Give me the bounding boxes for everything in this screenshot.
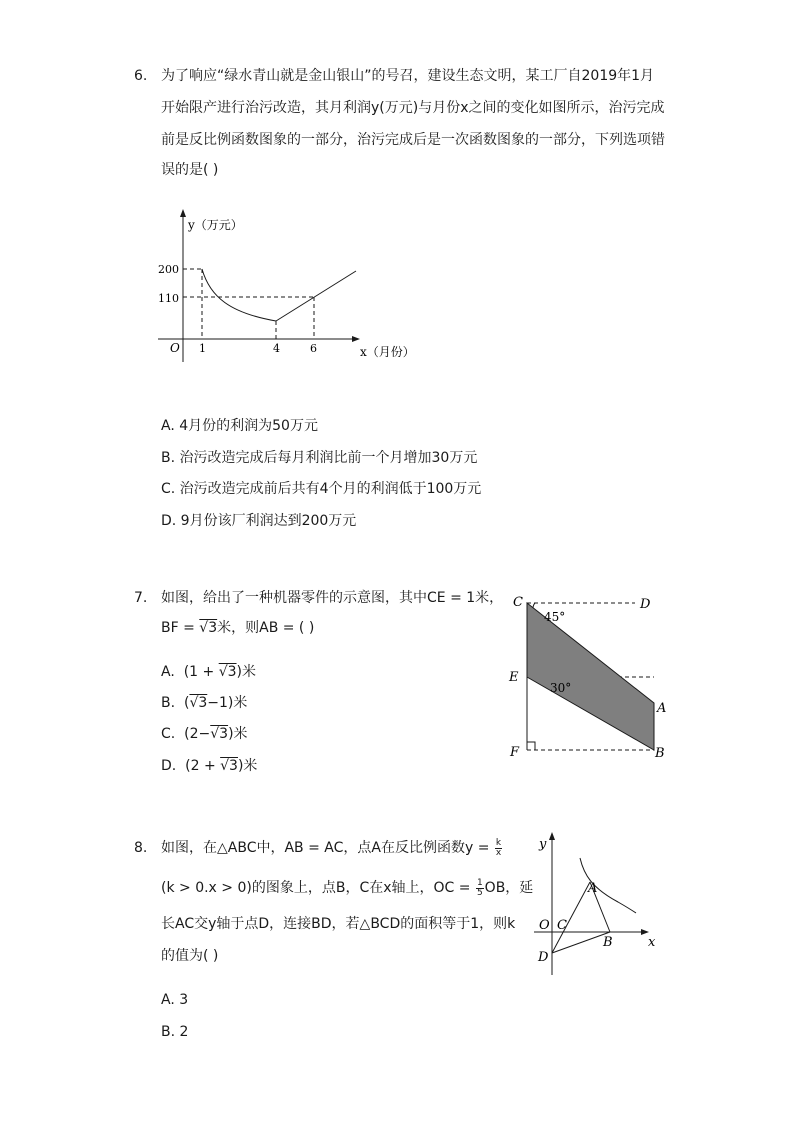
q7-line-1: 如图，给出了一种机器零件的示意图，其中CE = 1米， <box>161 590 504 606</box>
q7-opt-c-pre: (2− <box>184 726 211 742</box>
label-y: y <box>539 837 547 852</box>
y-axis-arrow <box>549 832 555 840</box>
label-d: D <box>640 597 651 612</box>
q7-opt-b-post: −1)米 <box>207 695 248 711</box>
q8-line-2-b: OB，延 <box>484 880 534 896</box>
q8-figure <box>530 830 670 980</box>
q7-opt-b-pre: ( <box>183 695 190 711</box>
frac-1: 1 <box>476 877 483 888</box>
q7-opt-d-post: )米 <box>237 758 258 774</box>
y-axis-arrow <box>180 209 186 217</box>
frac-5: 5 <box>476 887 483 898</box>
frac-x: x <box>495 847 502 858</box>
label-e: E <box>509 670 519 685</box>
q8-line-1 <box>161 838 503 858</box>
q6-option-d[interactable]: D. 9月份该厂利润达到200万元 <box>161 513 357 529</box>
x-tick-4: 4 <box>273 342 280 355</box>
inverse-curve <box>202 269 276 321</box>
q7-opt-c-label: C. <box>161 726 176 742</box>
x-axis-arrow <box>352 336 360 342</box>
q7-option-c[interactable] <box>161 724 248 744</box>
q8-line-2-a: (k > 0.x > 0)的图象上，点B，C在x轴上，OC = <box>161 880 475 896</box>
q7-line-2-a: BF = <box>161 620 200 636</box>
q6-line-1: 为了响应“绿水青山就是金山银山”的号召，建设生态文明，某工厂自2019年1月 <box>161 68 655 84</box>
x-tick-1: 1 <box>199 342 206 355</box>
q7-opt-a-pre: (1 + <box>183 664 219 680</box>
q7-figure <box>500 590 680 765</box>
q7-opt-a-label: A. <box>161 664 175 680</box>
q7-opt-c-post: )米 <box>228 726 248 742</box>
frac-k: k <box>495 837 502 848</box>
q8-option-b[interactable]: B. 2 <box>161 1024 189 1040</box>
label-a: A <box>657 701 667 716</box>
q7-option-b[interactable] <box>161 693 247 713</box>
q7-opt-c-root: √3 <box>210 726 229 742</box>
q8-line-1-a: 如图，在△ABC中，AB = AC，点A在反比例函数y = <box>161 840 494 856</box>
q7-option-d[interactable] <box>161 756 257 776</box>
q7-number: 7. <box>134 590 148 606</box>
label-45: 45° <box>544 610 566 624</box>
q7-line-2 <box>161 618 314 638</box>
label-b: B <box>603 935 613 950</box>
q8-number: 8. <box>134 840 148 856</box>
label-a: A <box>588 881 598 896</box>
y-tick-200: 200 <box>158 263 179 276</box>
q7-opt-a-root: √3 <box>218 664 237 680</box>
x-tick-6: 6 <box>310 342 317 355</box>
q6-option-a[interactable]: A. 4月份的利润为50万元 <box>161 418 318 434</box>
q7-opt-d-label: D. <box>161 758 177 774</box>
label-o: O <box>539 918 550 933</box>
q8-frac-1-5 <box>476 879 484 898</box>
q8-line-4: 的值为( ) <box>161 948 219 964</box>
q8-line-2 <box>161 878 533 898</box>
label-c: C <box>513 595 523 610</box>
q7-opt-d-root: √3 <box>220 758 238 774</box>
q6-number: 6. <box>134 68 148 84</box>
q6-graph <box>150 205 420 370</box>
q8-line-3: 长AC交y轴于点D，连接BD，若△BCD的面积等于1，则k <box>161 916 516 932</box>
y-tick-110: 110 <box>158 292 179 305</box>
label-x: x <box>648 935 656 950</box>
q8-frac-k-x <box>495 839 502 858</box>
origin-label: O <box>170 341 180 355</box>
label-d: D <box>538 950 549 965</box>
q7-opt-b-label: B. <box>161 695 176 711</box>
line-db <box>552 932 610 953</box>
q6-line-3: 前是反比例函数图象的一部分，治污完成后是一次函数图象的一部分，下列选项错 <box>161 132 665 148</box>
q7-option-a[interactable] <box>161 662 256 682</box>
q6-line-4: 误的是( ) <box>161 162 219 178</box>
q7-opt-a-post: )米 <box>236 664 256 680</box>
y-axis-label: y（万元） <box>188 218 243 232</box>
q6-line-2: 开始限产进行治污改造，其月利润y(万元)与月份x之间的变化如图所示，治污完成 <box>161 100 665 116</box>
label-b: B <box>655 746 665 761</box>
linear-segment <box>276 271 356 321</box>
label-30: 30° <box>550 681 572 695</box>
q7-line-2-b: 米，则AB = ( ) <box>217 620 315 636</box>
x-axis-label: x（月份） <box>360 345 415 359</box>
q7-opt-d-pre: (2 + <box>185 758 221 774</box>
q7-line-2-root: √3 <box>199 620 218 636</box>
angle-45-arc <box>533 603 535 608</box>
q7-opt-b-root: √3 <box>189 695 208 711</box>
q8-option-a[interactable]: A. 3 <box>161 992 189 1008</box>
label-f: F <box>510 745 520 760</box>
q6-option-b[interactable]: B. 治污改造完成后每月利润比前一个月增加30万元 <box>161 450 478 466</box>
label-c: C <box>557 918 567 933</box>
q6-option-c[interactable]: C. 治污改造完成前后共有4个月的利润低于100万元 <box>161 481 482 497</box>
right-angle-mark <box>527 742 535 750</box>
